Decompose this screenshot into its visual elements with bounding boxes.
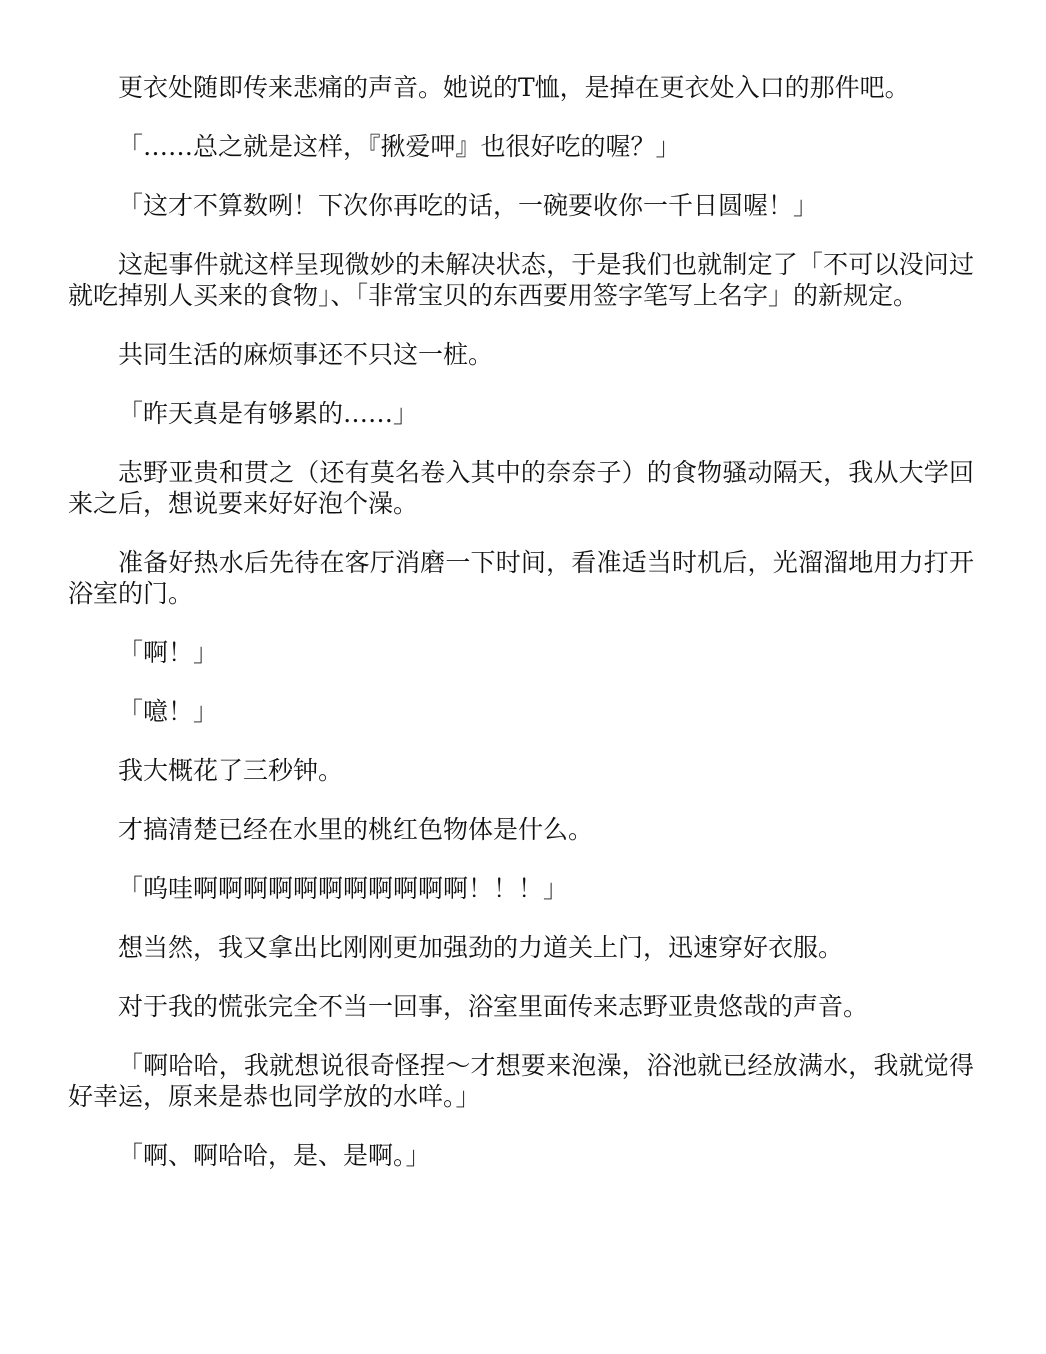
paragraph: 对于我的慌张完全不当一回事，浴室里面传来志野亚贵悠哉的声音。 (118, 992, 869, 1021)
paragraph: 志野亚贵和贯之（还有莫名卷入其中的奈奈子）的食物骚动隔天，我从大学回来之后，想说要来好好泡个澡。 (68, 458, 974, 518)
paragraph: 才搞清楚已经在水里的桃红色物体是什么。 (118, 815, 594, 844)
paragraph: 更衣处随即传来悲痛的声音。她说的T恤，是掉在更衣处入口的那件吧。 (118, 73, 910, 102)
paragraph: 准备好热水后先待在客厅消磨一下时间，看准适当时机后，光溜溜地用力打开浴室的门。 (68, 548, 974, 608)
paragraph: 「呜哇啊啊啊啊啊啊啊啊啊啊啊！！！」 (118, 874, 569, 903)
paragraph: 「昨天真是有够累的……」 (118, 399, 419, 428)
paragraph: 「啊哈哈，我就想说很奇怪捏～才想要来泡澡，浴池就已经放满水，我就觉得好幸运，原来是恭也同学放的水咩。」 (68, 1051, 974, 1111)
paragraph: 「……总之就是这样，『揪爱呷』也很好吃的喔？」 (118, 132, 681, 161)
paragraph: 这起事件就这样呈现微妙的未解决状态，于是我们也就制定了「不可以没问过就吃掉别人买来的食物」、「非常宝贝的东西要用签字笔写上名字」的新规定。 (68, 250, 974, 310)
paragraph: 共同生活的麻烦事还不只这一桩。 (118, 340, 494, 369)
paragraph: 我大概花了三秒钟。 (118, 756, 344, 785)
paragraph: 「这才不算数咧！下次你再吃的话，一碗要收你一千日圆喔！」 (118, 191, 819, 220)
document-page (68, 72, 974, 1199)
paragraph: 「啊！」 (118, 638, 219, 667)
paragraph: 「噫！」 (118, 697, 219, 726)
paragraph: 「啊、啊哈哈，是、是啊。」 (118, 1141, 431, 1170)
paragraph: 想当然，我又拿出比刚刚更加强劲的力道关上门，迅速穿好衣服。 (118, 933, 844, 962)
